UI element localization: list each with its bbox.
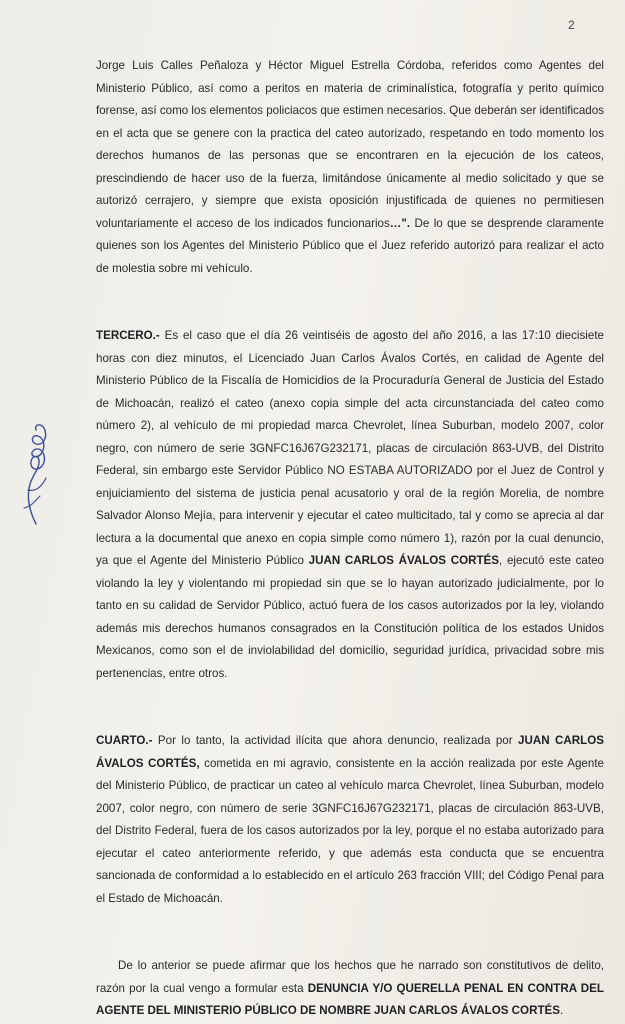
paragraph-intro-text: Jorge Luis Calles Peñaloza y Héctor Miguel Estrella Córdoba, referidos como Agentes del Ministerio Público, así como a peritos en materia de criminalística, fotografía y perito químico forense, así como los elementos policiacos que estimen necesarios. Que deberán ser identificados en el acta que se genere con la practica del cateo autorizado, respetando en todo momento los derechos humanos de las personas que se encontraren en la ejecución de los cateos, prescindiendo de hacer uso de la fuerza, limitándose únicamente al medio solicitado y que se autorizó cerrajero, y siempre que exista oposición injustificada de quienes no permitiesen voluntariamente el acceso de los indicados funcionarios (96, 59, 604, 230)
accused-name: JUAN CARLOS ÁVALOS CORTÉS (308, 554, 500, 567)
denuncia-statement: DENUNCIA Y/O QUERELLA PENAL EN CONTRA DEL AGENTE DEL MINISTERIO PÚBLICO DE NOMBRE JUAN CARLOS ÁVALOS CORTÉS (96, 981, 604, 1017)
paragraph-tercero (96, 325, 604, 685)
paragraph-intro-bold: …". (389, 216, 411, 230)
paragraph-intro (96, 55, 604, 280)
section-heading-tercero: TERCERO.- (96, 329, 160, 342)
paragraph-conclusion-end: . (560, 1004, 564, 1017)
paragraph-conclusion (96, 955, 604, 1023)
paragraph-cuarto (96, 730, 604, 910)
page-number: 2 (568, 18, 575, 32)
section-heading-cuarto: CUARTO.- (96, 734, 153, 747)
paragraph-conclusion-text: De lo anterior se puede afirmar que los hechos que he narrado son constitutivos de delito, razón por la cual vengo a formular esta (96, 959, 604, 995)
handwritten-signature-icon (6, 420, 61, 530)
document-body (96, 55, 604, 1023)
paragraph-cuarto-text-end: cometida en mi agravio, consistente en la acción realizada por este Agente del Ministerio Público, de practicar un cateo al vehículo marca Chevrolet, línea Suburban, modelo 2007, color negro, con número de serie 3GNFC16J67G232171, placas de circulación 863-UVB, del Distrito Federal, fuera de los casos autorizados por la ley, porque el no estaba autorizado para ejecutar el cateo anteriormente referido, y que además esta conducta que se encuentra sancionada de conformidad a lo establecido en el artículo 263 fracción VIII; del Código Penal para el Estado de Michoacán. (96, 756, 604, 905)
accused-name-cuarto: JUAN CARLOS ÁVALOS CORTÉS, (96, 734, 604, 770)
paragraph-tercero-text-end: , ejecutó este cateo violando la ley y violentando mi propiedad sin que se lo hayan autorizado judicialmente, por lo tanto en su calidad de Servidor Público, actuó fuera de los casos autorizados por la ley, violando además mis derechos humanos consagrados en la Constitución política de los estados Unidos Mexicanos, como son el de inviolabilidad del domicilio, seguridad jurídica, privacidad sobre mis pertenencias, entre otros. (96, 554, 604, 680)
paragraph-tercero-text: Es el caso que el día 26 veintiséis de agosto del año 2016, a las 17:10 diecisiete horas con diez minutos, el Licenciado Juan Carlos Ávalos Cortés, en calidad de Agente del Ministerio Público de la Fiscalía de Homicidios de la Procuraduría General de Justicia del Estado de Michoacán, realizó el cateo (anexo copia simple del acta circunstanciada del cateo como número 2), al vehículo de mi propiedad marca Chevrolet, línea Suburban, modelo 2007, color negro, con número de serie 3GNFC16J67G232171, placas de circulación 863-UVB, del Distrito Federal, sin embargo este Servidor Público NO ESTABA AUTORIZADO por el Juez de Control y enjuiciamiento del sistema de justicia penal acusatorio y oral de la región Morelia, de nombre Salvador Alonso Mejía, para intervenir y ejecutar el cateo multicitado, tal y como se aprecia al dar lectura a la documental que anexo en copia simple como número 1), razón por la cual denuncio, ya que el Agente del Ministerio Público (96, 329, 604, 567)
paragraph-intro-text-end: De lo que se desprende claramente quienes son los Agentes del Ministerio Público que el Juez referido autorizó para realizar el acto de molestia sobre mi vehículo. (96, 216, 605, 275)
paragraph-cuarto-text: Por lo tanto, la actividad ilícita que ahora denuncio, realizada por (152, 734, 519, 747)
